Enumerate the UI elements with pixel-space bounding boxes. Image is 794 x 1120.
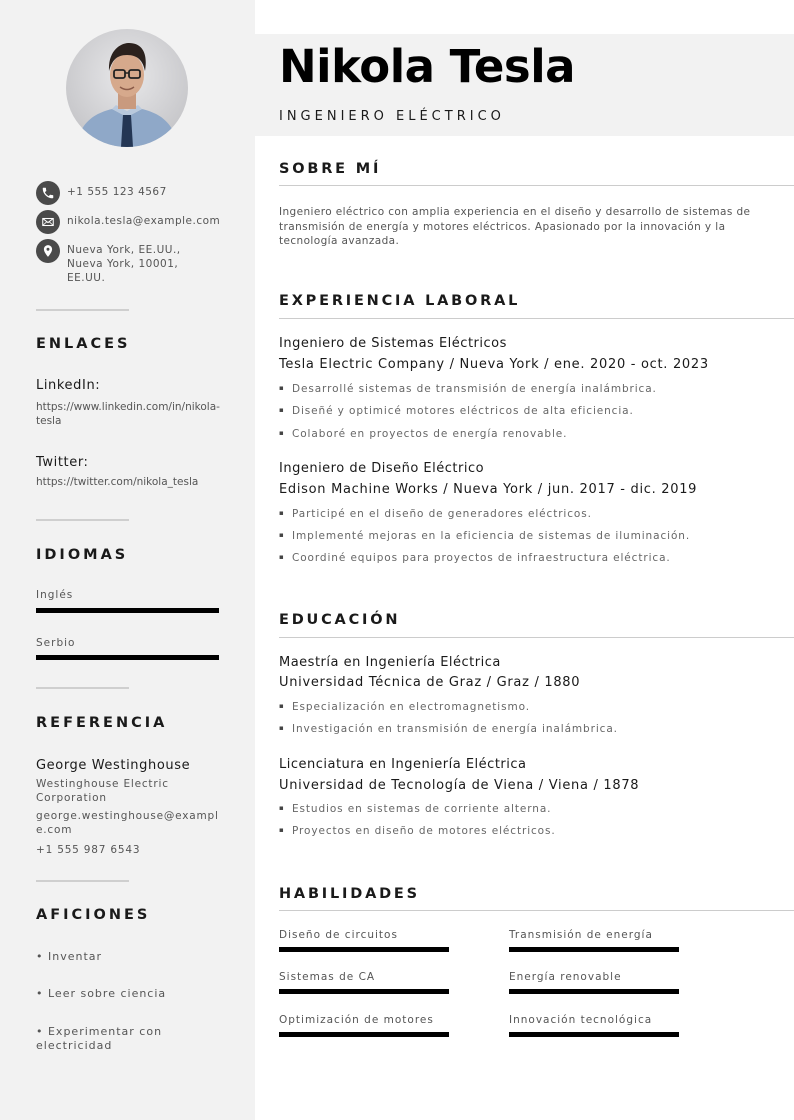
links-heading: ENLACES	[36, 336, 131, 352]
hobby-item: • Leer sobre ciencia	[36, 987, 167, 1000]
skill-level-bar	[279, 1032, 449, 1037]
degree-bullet: ▪ Proyectos en diseño de motores eléctricos.	[279, 825, 556, 837]
profile-photo	[66, 29, 188, 147]
job-title-1: Ingeniero de Sistemas Eléctricos	[279, 336, 507, 351]
address-line-3: EE.UU.	[67, 272, 106, 284]
address-line-1: Nueva York, EE.UU.,	[67, 244, 181, 256]
contact-email	[36, 210, 220, 234]
skill-label: Transmisión de energía	[509, 929, 653, 941]
job-title: INGENIERO ELÉCTRICO	[279, 109, 505, 124]
sidebar-divider	[36, 309, 129, 311]
section-rule	[279, 637, 794, 638]
job-bullet: ▪ Colaboré en proyectos de energía renovable.	[279, 428, 567, 440]
language-level-bar	[36, 655, 219, 660]
degree-school-2: Universidad de Tecnología de Viena / Viena / 1878	[279, 778, 640, 793]
language-level-bar	[36, 608, 219, 613]
candidate-name: Nikola Tesla	[279, 40, 575, 93]
phone-text: +1 555 123 4567	[67, 186, 167, 198]
email-text[interactable]: nikola.tesla@example.com	[67, 215, 221, 227]
hobby-item: • Inventar	[36, 950, 103, 963]
skill-label: Diseño de circuitos	[279, 929, 398, 941]
twitter-link[interactable]: https://twitter.com/nikola_tesla	[36, 476, 199, 488]
contact-phone	[36, 181, 167, 205]
job-bullet: ▪ Diseñé y optimicé motores eléctricos de alta eficiencia.	[279, 405, 634, 417]
skill-level-bar	[509, 947, 679, 952]
section-rule	[279, 910, 794, 911]
about-text: Ingeniero eléctrico con amplia experiencia en el diseño y desarrollo de sistemas de transmisión de energía y motores eléctricos. Apasionado por la innovación y la tecnología avanzada.	[279, 206, 751, 247]
reference-heading: REFERENCIA	[36, 715, 168, 731]
skill-level-bar	[279, 989, 449, 994]
degree-bullet: ▪ Estudios en sistemas de corriente alterna.	[279, 803, 551, 815]
degree-bullet: ▪ Especialización en electromagnetismo.	[279, 701, 530, 713]
job-company-1: Tesla Electric Company / Nueva York / ene. 2020 - oct. 2023	[279, 357, 709, 372]
skill-level-bar	[509, 989, 679, 994]
address-text	[67, 243, 217, 285]
degree-bullet: ▪ Investigación en transmisión de energía inalámbrica.	[279, 723, 618, 735]
sidebar	[0, 0, 255, 1120]
reference-name: George Westinghouse	[36, 758, 191, 773]
location-pin-icon	[36, 239, 60, 263]
degree-title-2: Licenciatura en Ingeniería Eléctrica	[279, 757, 527, 772]
skill-level-bar	[509, 1032, 679, 1037]
reference-company: Westinghouse Electric Corporation	[36, 778, 169, 804]
section-rule	[279, 318, 794, 319]
job-company-2: Edison Machine Works / Nueva York / jun. 2017 - dic. 2019	[279, 482, 698, 497]
mail-icon	[36, 210, 60, 234]
degree-title-1: Maestría en Ingeniería Eléctrica	[279, 655, 501, 670]
address-line-2: Nueva York, 10001,	[67, 258, 179, 270]
skill-label: Innovación tecnológica	[509, 1014, 653, 1026]
person-portrait-icon	[66, 29, 188, 147]
linkedin-label: LinkedIn:	[36, 378, 101, 393]
sidebar-divider	[36, 687, 129, 689]
section-rule	[279, 185, 794, 186]
job-bullet: ▪ Participé en el diseño de generadores eléctricos.	[279, 508, 592, 520]
experience-heading: EXPERIENCIA LABORAL	[279, 293, 521, 309]
about-heading: SOBRE MÍ	[279, 161, 382, 177]
skills-heading: HABILIDADES	[279, 886, 420, 902]
reference-phone: +1 555 987 6543	[36, 844, 141, 856]
sidebar-divider	[36, 519, 129, 521]
language-label-serbian: Serbio	[36, 637, 76, 649]
job-bullet: ▪ Coordiné equipos para proyectos de infraestructura eléctrica.	[279, 552, 671, 564]
skill-label: Energía renovable	[509, 971, 622, 983]
hobby-item: • Experimentar con electricidad	[36, 1025, 163, 1052]
twitter-label: Twitter:	[36, 455, 89, 470]
linkedin-link[interactable]: https://www.linkedin.com/in/nikola-tesla	[36, 401, 220, 427]
job-title-2: Ingeniero de Diseño Eléctrico	[279, 461, 485, 476]
phone-icon	[36, 181, 60, 205]
degree-school-1: Universidad Técnica de Graz / Graz / 1880	[279, 675, 581, 690]
reference-email[interactable]: george.westinghouse@example.com	[36, 810, 219, 836]
skill-level-bar	[279, 947, 449, 952]
sidebar-divider	[36, 880, 129, 882]
education-heading: EDUCACIÓN	[279, 612, 401, 628]
contact-address	[36, 239, 217, 285]
main-content	[255, 0, 794, 1120]
languages-heading: IDIOMAS	[36, 547, 129, 563]
language-label-english: Inglés	[36, 589, 74, 601]
skill-label: Optimización de motores	[279, 1014, 434, 1026]
skill-label: Sistemas de CA	[279, 971, 376, 983]
job-bullet: ▪ Desarrollé sistemas de transmisión de energía inalámbrica.	[279, 383, 657, 395]
job-bullet: ▪ Implementé mejoras en la eficiencia de sistemas de iluminación.	[279, 530, 690, 542]
hobbies-heading: AFICIONES	[36, 907, 151, 923]
